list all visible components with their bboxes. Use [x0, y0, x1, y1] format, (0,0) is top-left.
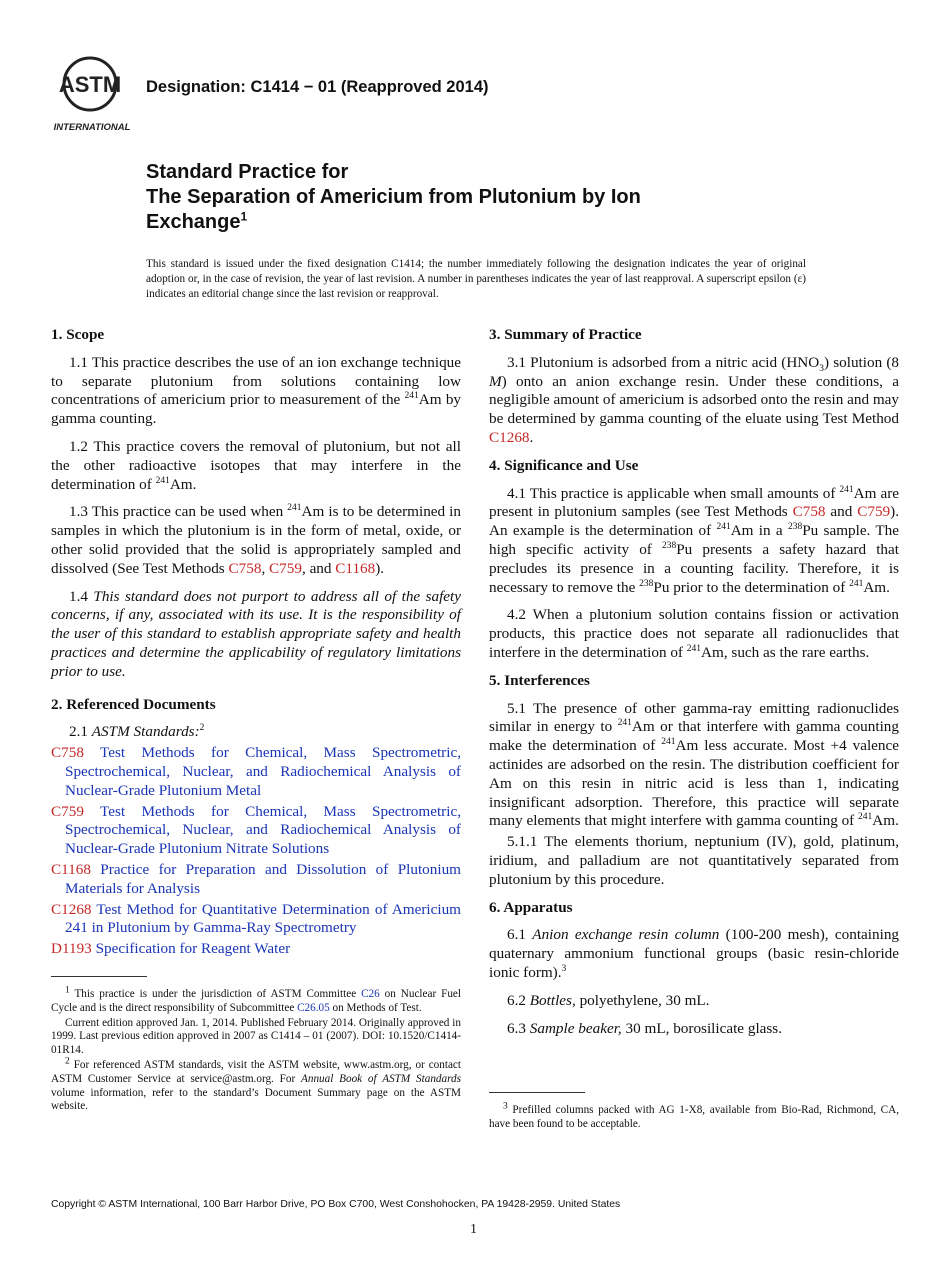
section-heading-apparatus: 6. Apparatus	[489, 898, 573, 916]
para-4-1: 4.1 This practice is applicable when small amounts of $^{241}$Am are present in plutonium samples (see Test Methods C758 and C759). An example is the determination of $^{241}$Am in a $^{238}$Pu sample. The high specific activity of $^{238}$Pu presents a safety hazard that precludes its presence in a counting facility. Therefore, it is necessary to remove the $^{238}$Pu prior to the determination of $^{241}$Am.	[489, 484, 899, 596]
astm-logo	[52, 56, 136, 134]
link-c1168[interactable]: C1168	[335, 559, 376, 577]
link-c1268[interactable]: C1268	[489, 428, 530, 446]
standard-notice: This standard is issued under the fixed designation C1414; the number immediately following the designation indicates the year of original adoption or, in the case of revision, the year of last revision. A number in parentheses indicates the year of last reapproval. A superscript epsilon (ε) indicates an editorial change since the last revision or reapproval.	[146, 258, 806, 300]
link-c758-2[interactable]: C758	[792, 503, 826, 521]
designation: Designation: C1414 − 01 (Reapproved 2014)	[146, 78, 489, 96]
copyright-notice: Copyright © ASTM International, 100 Barr Harbor Drive, PO Box C700, West Conshohocken, PA 19428-2959. United States	[51, 1199, 621, 1210]
link-c26[interactable]: C26	[361, 988, 380, 1000]
para-5-1: 5.1 The presence of other gamma-ray emitting radionuclides similar in energy to $^{241}$Am or that interfere with gamma counting make the determination of $^{241}$Am less accurate. Most +4 valence actinides are adsorbed on the resin. The distribution coefficient for Am on this resin in nitric acid is less than 1, indicating insignificant adsorption. Therefore, this practice will separate many elements that might interfere with gamma counting of $^{241}$Am.	[489, 699, 899, 830]
right-column	[489, 326, 899, 1047]
ref-item-c758[interactable]: C758 Test Methods for Chemical, Mass Spectrometric, Spectrochemical, Nuclear, and Radiochemical Analysis of Nuclear-Grade Plutonium Metal	[51, 744, 461, 799]
logo-subtext: INTERNATIONAL	[53, 122, 131, 133]
footnote-1-edition: Current edition approved Jan. 1, 2014. Published February 2014. Originally approved in 1999. Last previous edition approved in 2007 as C1414 – 01 (2007). DOI: 10.1520/C1414-01R14.	[51, 1016, 461, 1057]
title-line-2: The Separation of Americium from Plutonium by Ion	[146, 186, 641, 208]
para-5-1-1: 5.1.1 The elements thorium, neptunium (IV), gold, platinum, iridium, and palladium are not quantitatively separated from plutonium by this procedure.	[489, 833, 899, 888]
footnote-rule-right	[489, 1092, 585, 1093]
link-c26-05[interactable]: C26.05	[297, 1001, 330, 1014]
title-line-3: Exchange	[146, 211, 241, 233]
section-heading-scope: 1. Scope	[51, 326, 105, 343]
title-footnote-mark: 1	[240, 209, 248, 224]
link-c759-2[interactable]: C759	[857, 503, 891, 521]
title-line-1: Standard Practice for	[146, 161, 349, 183]
para-6-2: 6.2 Bottles, polyethylene, 30 mL.	[507, 991, 710, 1009]
ref-item-d1193[interactable]: D1193 Specification for Reagent Water	[51, 940, 291, 958]
ref-item-c1168[interactable]: C1168 Practice for Preparation and Dissolution of Plutonium Materials for Analysis	[51, 860, 461, 897]
section-heading-referenced-documents: 2. Referenced Documents	[51, 695, 216, 713]
left-column	[51, 326, 461, 961]
para-1-4: 1.4 This standard does not purport to address all of the safety concerns, if any, associated with its use. It is the responsibility of the user of this standard to establish appropriate safety and health practices and determine the applicability of regulatory limitations prior to use.	[51, 587, 462, 680]
footnotes-left	[51, 985, 461, 1115]
para-1-1: 1.1 This practice describes the use of an ion exchange technique to separate plutonium from solutions containing low concentrations of americium prior to measurement of the $^{241}$Am by gamma counting.	[51, 353, 461, 428]
section-heading-summary: 3. Summary of Practice	[489, 326, 642, 343]
para-3-1: 3.1 Plutonium is adsorbed from a nitric acid $(HNO_3)$ solution (8 M) onto an anion exchange resin. Under these conditions, a negligible amount of americium is adsorbed onto the resin and may be determined by gamma counting of the eluate using Test Method C1268.	[489, 353, 899, 446]
para-4-2: 4.2 When a plutonium solution contains fission or activation products, this practice does not separate all radionuclides that interfere in the determination of $^{241}$Am, such as the rare earths.	[489, 606, 899, 661]
para-1-2: 1.2 This practice covers the removal of plutonium, but not all the other radioactive isotopes that may interfere in the determination of $^{241}$Am.	[51, 437, 461, 493]
page-number: 1	[470, 1222, 477, 1237]
link-c759[interactable]: C759	[269, 559, 302, 577]
para-2-1: 2.1 ASTM Standards:$^2$	[69, 723, 205, 741]
footnote-2: $^2$ For referenced ASTM standards, visit the ASTM website, www.astm.org, or contact ASTM Customer Service at service@astm.org. For Annual Book of ASTM Standards volume information, refer to the standard’s Document Summary page on the ASTM website.	[51, 1056, 461, 1113]
footnote-3: $^3$ Prefilled columns packed with AG 1-X8, available from Bio-Rad, Richmond, CA, have been found to be acceptable.	[489, 1101, 899, 1130]
section-heading-significance: 4. Significance and Use	[489, 456, 639, 474]
footnote-rule-left	[51, 976, 147, 977]
link-c758[interactable]: C758	[228, 559, 262, 577]
para-6-3: 6.3 Sample beaker, 30 mL, borosilicate glass.	[507, 1019, 783, 1037]
footnote-1: $^1$ This practice is under the jurisdiction of ASTM Committee C26 on Nuclear Fuel Cycle and is the direct responsibility of Subcommittee C26.05 on Methods of Test.	[51, 985, 461, 1014]
logo-text: ASTM	[58, 72, 122, 97]
document-title	[146, 160, 866, 235]
footnotes-right	[489, 1101, 899, 1133]
ref-item-c759[interactable]: C759 Test Methods for Chemical, Mass Spectrometric, Spectrochemical, Nuclear, and Radiochemical Analysis of Nuclear-Grade Plutonium Nitrate Solutions	[51, 802, 461, 858]
ref-item-c1268[interactable]: C1268 Test Method for Quantitative Determination of Americium 241 in Plutonium by Gamma-Ray Spectrometry	[51, 900, 461, 937]
section-heading-interferences: 5. Interferences	[489, 671, 590, 689]
para-1-3: 1.3 This practice can be used when $^{241}$Am is to be determined in samples in which the plutonium is in the form of metal, oxide, or other solid provided that the solid is appropriately sampled and dissolved (See Test Methods C758, C759, and C1168).	[51, 503, 462, 577]
para-6-1: 6.1 Anion exchange resin column (100-200 mesh), containing quaternary ammonium functional groups (basic resin-chloride ionic form).$^3$	[489, 926, 900, 981]
